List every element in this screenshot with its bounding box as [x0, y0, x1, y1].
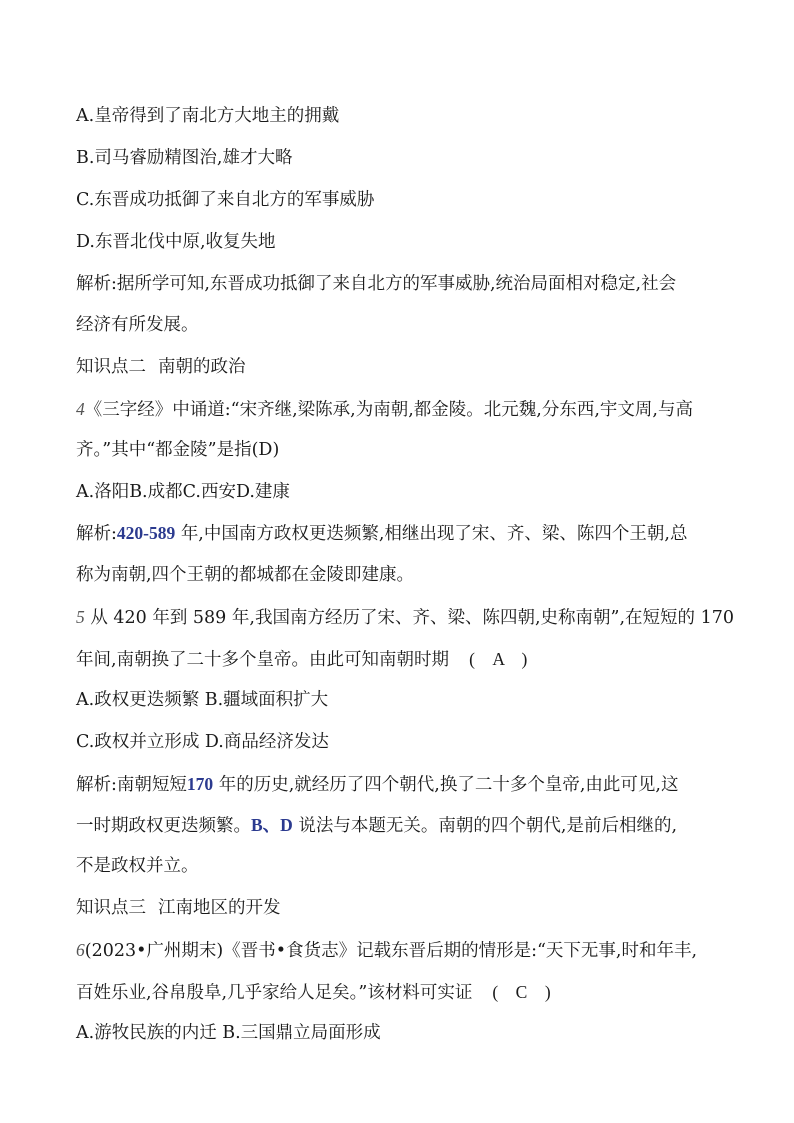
- q5-stem-line-2: [76, 647, 527, 672]
- section-heading-3: [76, 896, 281, 920]
- q4-stem-line-2: 齐。”其中“都金陵”是指(D): [76, 440, 280, 460]
- analysis-prefix: 解析:: [76, 524, 117, 544]
- analysis-options-ref: B、D: [251, 815, 293, 835]
- q5-stem-text: 从 420 年到 589 年,我国南方经历了宋、齐、梁、陈四朝,史称南朝”,在短短的 170: [90, 608, 734, 628]
- analysis-number: 170: [186, 774, 214, 794]
- section-title: 南朝的政治: [158, 357, 246, 377]
- q4-stem-line-1: [76, 397, 693, 422]
- analysis-text: 说法与本题无关。南朝的四个朝代,是前后相继的,: [298, 816, 678, 836]
- q5-options-ab: A.政权更迭频繁 B.疆域面积扩大: [76, 690, 329, 710]
- analysis-text: 解析:南朝短短: [76, 775, 187, 795]
- answer-bracket: ( A ): [469, 649, 528, 669]
- section-title: 江南地区的开发: [158, 898, 281, 918]
- q3-analysis-line-2: 经济有所发展。: [76, 315, 199, 335]
- question-number: 4: [76, 399, 85, 419]
- q5-stem-line-1: [76, 605, 734, 630]
- q4-analysis-line-1: [76, 521, 688, 546]
- q6-stem-text-2: 百姓乐业,谷帛殷阜,几乎家给人足矣。”该材料可实证: [76, 983, 473, 1003]
- q4-options: A.洛阳B.成都C.西安D.建康: [76, 482, 290, 502]
- q6-stem-line-1: [76, 938, 697, 963]
- q4-stem-text: 《三字经》中诵道:“宋齐继,梁陈承,为南朝,都金陵。北元魏,分东西,宇文周,与高: [84, 400, 693, 420]
- analysis-text: 一时期政权更迭频繁。: [76, 816, 251, 836]
- q6-options-ab: A.游牧民族的内迁 B.三国鼎立局面形成: [76, 1023, 381, 1043]
- q6-stem-text: (2023•广州期末)《晋书•食货志》记载东晋后期的情形是:“天下无事,时和年丰,: [84, 941, 698, 961]
- answer-bracket: ( C ): [492, 982, 551, 1002]
- analysis-years: 420-589: [116, 523, 176, 543]
- q5-analysis-line-3: 不是政权并立。: [76, 856, 199, 876]
- q5-analysis-line-2: [76, 813, 677, 838]
- q4-analysis-line-2: 称为南朝,四个王朝的都城都在金陵即建康。: [76, 565, 415, 585]
- question-number: 6: [76, 940, 85, 960]
- q3-option-b: B.司马睿励精图治,雄才大略: [76, 148, 293, 168]
- q3-option-c: C.东晋成功抵御了来自北方的军事威胁: [76, 190, 375, 210]
- question-number: 5: [76, 607, 85, 627]
- analysis-text: 年,中国南方政权更迭频繁,相继出现了宋、齐、梁、陈四个王朝,总: [180, 524, 688, 544]
- analysis-text: 年的历史,就经历了四个朝代,换了二十多个皇帝,由此可见,这: [218, 775, 679, 795]
- section-label: 知识点二: [76, 357, 146, 377]
- q3-analysis-line-1: 解析:据所学可知,东晋成功抵御了来自北方的军事威胁,统治局面相对稳定,社会: [76, 274, 677, 294]
- q5-analysis-line-1: [76, 772, 678, 797]
- q3-option-a: A.皇帝得到了南北方大地主的拥戴: [76, 106, 340, 126]
- q5-stem-text-2: 年间,南朝换了二十多个皇帝。由此可知南朝时期: [76, 650, 450, 670]
- section-label: 知识点三: [76, 898, 146, 918]
- q3-option-d: D.东晋北伐中原,收复失地: [76, 232, 276, 252]
- section-heading-2: [76, 355, 246, 379]
- q6-stem-line-2: [76, 980, 551, 1005]
- q5-options-cd: C.政权并立形成 D.商品经济发达: [76, 732, 329, 752]
